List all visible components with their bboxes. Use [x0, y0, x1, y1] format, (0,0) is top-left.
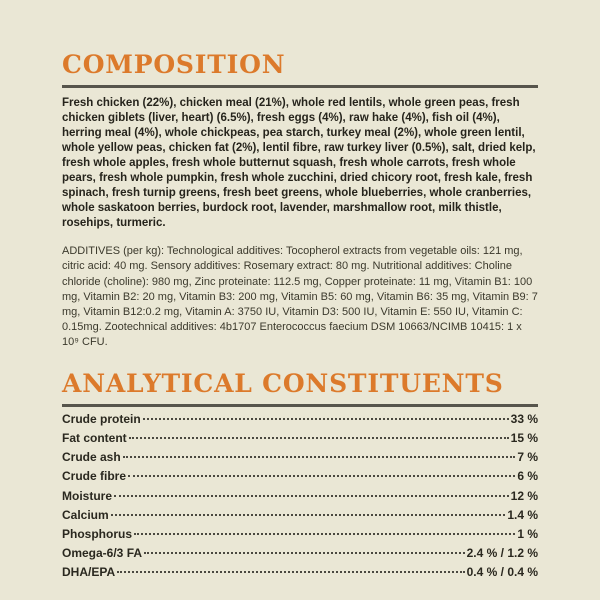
- constituent-label: Phosphorus: [62, 527, 133, 542]
- table-row: [62, 546, 538, 565]
- additives-paragraph: ADDITIVES (per kg): Technological additives: Tocopherol extracts from vegetable oils: 121 mg, citric acid: 40 mg. Sensory additives: Rosemary extract: 80 mg. Nutritional additives: Choline chloride (choline): 980 mg, Zinc proteinate: 112.5 mg, Copper proteinate: 11 mg, Vitamin B1: 100 mg, Vitamin B2: 20 mg, Vitamin B3: 200 mg, Vitamin B5: 60 mg, Vitamin B6: 35 mg, Vitamin B9: 7 mg, Vitamin B12:0.2 mg, Vitamin A: 3750 IU, Vitamin D3: 500 IU, Vitamin E: 550 IU, Vitamin C: 0.15mg. Zootechnical additives: 4b1707 Enterococcus faecium DSM 10663/NCIMB 10415: 1 x 10⁹ CFU.: [62, 245, 538, 349]
- constituent-value: 1 %: [517, 527, 538, 542]
- table-row: [62, 527, 538, 546]
- ingredients-paragraph: Fresh chicken (22%), chicken meal (21%), whole red lentils, whole green peas, fresh chicken giblets (liver, heart) (6.5%), fresh eggs (4%), raw hake (4%), fish oil (4%), herring meal (4%), whole chickpeas, pea starch, turkey meal (2%), whole green lentil, whole yellow peas, chicken fat (2%), lentil fibre, raw turkey liver (0.5%), salt, dried kelp, fresh whole apples, fresh whole butternut squash, fresh whole carrots, fresh whole pears, fresh whole pumpkin, fresh whole zucchini, dried chicory root, fresh kale, fresh spinach, fresh turnip greens, fresh beet greens, whole blueberries, whole cranberries, whole saskatoon berries, burdock root, lavender, marshmallow root, milk thistle, rosehips, turmeric.: [62, 97, 536, 230]
- table-row: [62, 431, 538, 450]
- constituent-label: DHA/EPA: [62, 565, 116, 580]
- constituent-value: 15 %: [510, 431, 538, 446]
- analytical-constituents-title: ANALYTICAL CONSTITUENTS: [62, 368, 504, 398]
- analytical-constituents-section: [62, 368, 538, 585]
- table-row: [62, 508, 538, 527]
- table-row: [62, 565, 538, 584]
- table-row: [62, 450, 538, 469]
- constituent-value: 1.4 %: [507, 507, 538, 522]
- constituent-value: 2.4 % / 1.2 %: [466, 546, 538, 561]
- leader-dots: [111, 514, 506, 516]
- composition-title: COMPOSITION: [62, 50, 286, 79]
- leader-dots: [129, 437, 509, 439]
- constituent-value: 7 %: [517, 450, 538, 465]
- table-row: [62, 489, 538, 508]
- leader-dots: [114, 495, 509, 497]
- constituent-label: Calcium: [62, 507, 109, 522]
- constituent-value: 33 %: [510, 411, 538, 426]
- constituent-value: 12 %: [510, 488, 538, 503]
- constituent-label: Crude fibre: [62, 469, 127, 484]
- constituent-value: 6 %: [517, 469, 538, 484]
- leader-dots: [143, 418, 509, 420]
- section-divider: [62, 85, 538, 88]
- constituent-label: Crude ash: [62, 450, 121, 465]
- leader-dots: [134, 533, 515, 535]
- leader-dots: [128, 475, 515, 477]
- constituent-label: Omega-6/3 FA: [62, 546, 143, 561]
- leader-dots: [123, 456, 516, 458]
- section-divider: [62, 404, 538, 407]
- constituent-label: Crude protein: [62, 411, 141, 426]
- leader-dots: [144, 552, 465, 554]
- constituent-label: Moisture: [62, 488, 113, 503]
- constituent-label: Fat content: [62, 431, 127, 446]
- leader-dots: [117, 571, 465, 573]
- composition-section: [62, 52, 538, 351]
- table-row: [62, 412, 538, 431]
- table-row: [62, 469, 538, 488]
- constituents-table: [62, 412, 538, 585]
- constituent-value: 0.4 % / 0.4 %: [466, 565, 538, 580]
